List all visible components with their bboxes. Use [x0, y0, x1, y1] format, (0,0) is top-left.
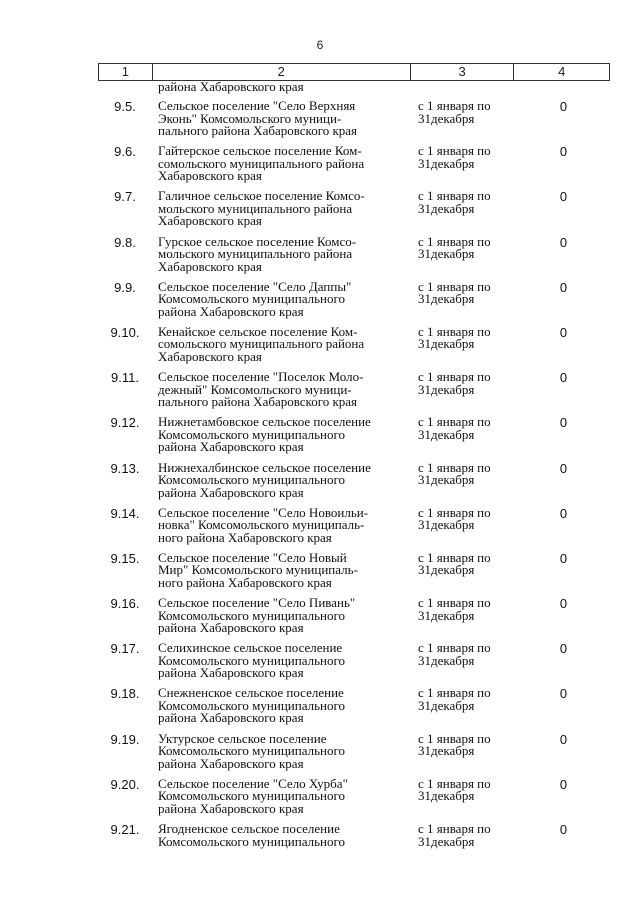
- period-text: с 1 января по 31декабря: [418, 143, 491, 171]
- row-value: 0: [559, 370, 568, 386]
- row-value: 0: [559, 822, 568, 837]
- row-number: 9.6.: [114, 144, 136, 160]
- settlement-name: Сельское поселение "Село Хурба" Комсомольского муниципального района Хабаровского края: [158, 775, 348, 816]
- row-value: 0: [559, 686, 568, 702]
- settlement-name: Кенайское сельское поселение Ком- сомольского муниципального района Хабаровского края: [158, 323, 365, 364]
- row-value: 0: [559, 505, 568, 521]
- table-row: [0, 597, 640, 642]
- settlement-name: Гурское сельское поселение Комсо- мольского муниципального района Хабаровского края: [158, 233, 357, 274]
- period-text: с 1 января по 31декабря: [418, 369, 491, 397]
- settlement-name: Сельское поселение "Село Даппы" Комсомольского муниципального района Хабаровского края: [158, 278, 352, 319]
- page-number: 6: [316, 38, 324, 52]
- row-value: 0: [559, 324, 568, 340]
- row-number: 9.16.: [110, 596, 140, 612]
- period-text: с 1 января по 31декабря: [418, 640, 491, 668]
- period-text: с 1 января по 31декабря: [418, 233, 491, 262]
- period-text: с 1 января по 31декабря: [418, 504, 491, 533]
- row-value: 0: [559, 641, 568, 657]
- table-row: [0, 549, 640, 597]
- settlement-name: Нижнетамбовское сельское поселение Комсомольского муниципального района Хабаровского края: [158, 414, 371, 455]
- row-number: 9.20.: [110, 776, 140, 792]
- row-value: 0: [559, 189, 568, 205]
- table-row: [0, 504, 640, 552]
- row-number: 9.17.: [110, 641, 140, 657]
- row-number: 9.10.: [110, 324, 140, 340]
- header-col-1: 1: [99, 64, 153, 80]
- period-text: с 1 января по 31декабря: [418, 685, 491, 713]
- period-text: с 1 января по 31декабря: [418, 323, 491, 352]
- table-row: [0, 278, 640, 326]
- settlement-name: Ягодненское сельское поселение Комсомольского муниципального: [158, 821, 345, 849]
- row-number: 9.7.: [114, 189, 136, 205]
- row-number: 9.18.: [110, 686, 140, 702]
- settlement-name: Сельское поселение "Село Новоильи- новка" Комсомольского муниципаль- ного района Хабаровского края: [158, 504, 369, 545]
- table-row: [0, 145, 640, 190]
- row-value: 0: [559, 99, 568, 114]
- row-value: 0: [559, 550, 568, 566]
- row-value: 0: [559, 460, 568, 476]
- period-text: с 1 января по 31декабря: [418, 549, 491, 578]
- period-text: с 1 января по 31декабря: [418, 414, 491, 442]
- header-col-3: 3: [411, 64, 515, 80]
- table-row: [0, 687, 640, 732]
- settlement-name: Галичное сельское поселение Комсо- мольского муниципального района Хабаровского края: [158, 188, 365, 229]
- period-text: с 1 января по 31декабря: [418, 775, 491, 804]
- settlement-name: Сельское поселение "Поселок Моло- дежный" Комсомольского муници- пального района Хабаровского края: [158, 369, 364, 410]
- table-row: [0, 823, 640, 868]
- row-number: 9.5.: [114, 99, 136, 114]
- row-value: 0: [559, 731, 568, 747]
- period-text: с 1 января по 31декабря: [418, 595, 491, 623]
- settlement-name: Сельское поселение "Село Новый Мир" Комсомольского муниципаль- ного района Хабаровского края: [158, 549, 358, 590]
- row-number: 9.21.: [110, 822, 140, 837]
- continuation-text: района Хабаровского края: [158, 79, 304, 94]
- table-row: [0, 416, 640, 461]
- period-text: с 1 января по 31декабря: [418, 188, 491, 216]
- row-number: 9.19.: [110, 731, 140, 747]
- row-value: 0: [559, 234, 568, 250]
- table-row: [0, 642, 640, 687]
- row-number: 9.12.: [110, 415, 140, 431]
- settlement-name: Нижнехалбинское сельское поселение Комсомольского муниципального района Хабаровского края: [158, 459, 371, 500]
- row-number: 9.15.: [110, 550, 140, 566]
- row-number: 9.11.: [111, 370, 139, 386]
- settlement-name: Селихинское сельское поселение Комсомольского муниципального района Хабаровского края: [158, 640, 345, 681]
- table-row: [0, 775, 640, 823]
- settlement-name: Сельское поселение "Село Пивань" Комсомольского муниципального района Хабаровского края: [158, 595, 356, 636]
- header-col-4: 4: [558, 64, 566, 79]
- row-value: 0: [559, 144, 568, 160]
- row-value: 0: [559, 279, 568, 295]
- table-row: [0, 371, 640, 416]
- table-body: [0, 100, 640, 868]
- period-text: с 1 января по 31декабря: [418, 278, 491, 307]
- settlement-name: Гайтерское сельское поселение Ком- сомольского муниципального района Хабаровского края: [158, 143, 365, 184]
- table-row: [0, 100, 640, 145]
- row-number: 9.9.: [114, 279, 136, 295]
- settlement-name: Снежненское сельское поселение Комсомольского муниципального района Хабаровского края: [158, 685, 345, 726]
- row-value: 0: [559, 415, 568, 431]
- row-number: 9.13.: [110, 460, 140, 476]
- period-text: с 1 января по 31декабря: [418, 821, 491, 849]
- period-text: с 1 января по 31декабря: [418, 730, 491, 759]
- table-row: [0, 190, 640, 235]
- table-row: [0, 730, 640, 778]
- row-value: 0: [559, 776, 568, 792]
- table-row: [0, 233, 640, 281]
- row-number: 9.8.: [114, 234, 136, 250]
- row-number: 9.14.: [110, 505, 140, 521]
- row-value: 0: [559, 596, 568, 612]
- table-row: [0, 459, 640, 507]
- settlement-name: Сельское поселение "Село Верхняя Эконь" Комсомольского муници- пального района Хабаровского края: [158, 98, 358, 138]
- table-row: [0, 323, 640, 371]
- period-text: с 1 января по 31декабря: [418, 459, 491, 487]
- settlement-name: Уктурское сельское поселение Комсомольского муниципального района Хабаровского края: [158, 730, 345, 771]
- period-text: с 1 января по 31декабря: [418, 98, 491, 126]
- header-col-2: 2: [153, 64, 411, 80]
